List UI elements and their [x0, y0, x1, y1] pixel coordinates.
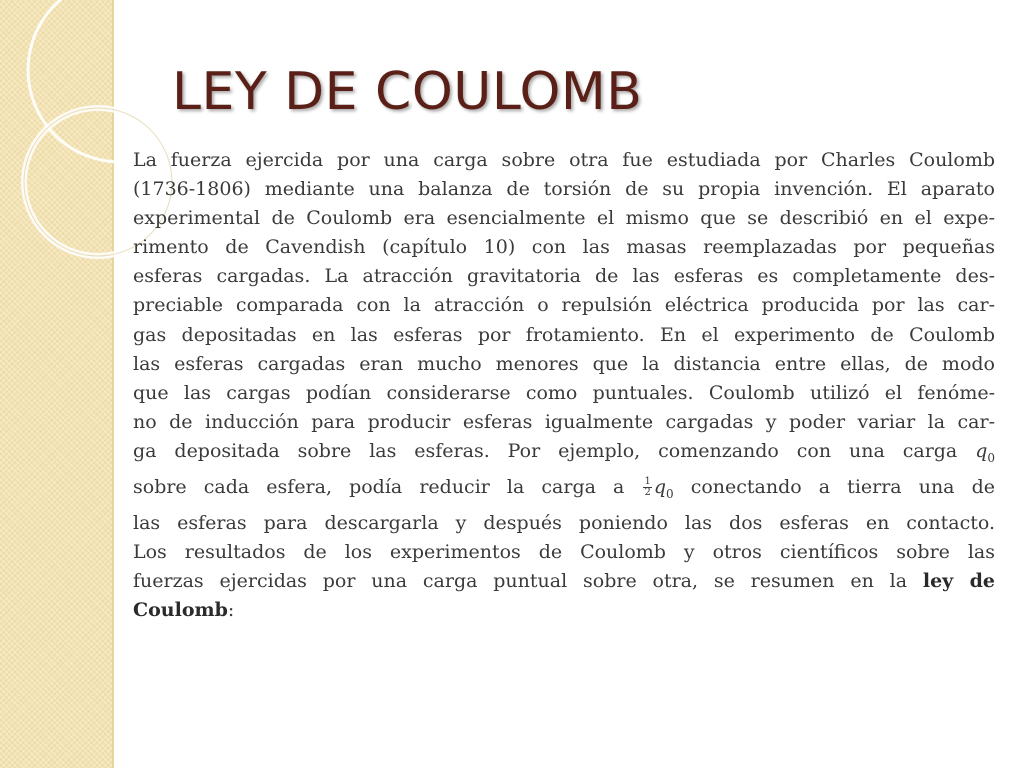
side-band-edge [112, 0, 114, 768]
text-segment: ga depositada sobre las esferas. Por ejemplo, comenzando con una carga [133, 439, 958, 462]
text-line: esferas cargadas. La atracción gravitatoria de las esferas es completamente des- [133, 265, 995, 288]
charge-symbol [975, 439, 995, 465]
fraction-denominator: 2 [644, 487, 651, 499]
charge-letter: q [975, 439, 988, 462]
charge-subscript: 0 [987, 450, 995, 465]
fraction-numerator: 1 [644, 476, 651, 488]
charge-symbol [653, 475, 674, 501]
text-line-with-term [133, 567, 995, 596]
text-line: gas depositadas en las esferas por frotamiento. En el experimento de Coulomb [133, 323, 995, 346]
text-line-with-fraction [133, 473, 995, 509]
text-line: las esferas cargadas eran mucho menores que la distancia entre ellas, de modo [133, 352, 995, 375]
bold-term: Coulomb [133, 599, 228, 621]
final-colon: : [227, 599, 235, 621]
text-segment: conectando a tierra una de [690, 475, 995, 498]
fraction-one-half [643, 477, 651, 498]
text-line: preciable comparada con la atracción o repulsión eléctrica producida por las car- [133, 294, 995, 317]
text-segment: fuerzas ejercidas por una carga puntual sobre otra, se resumen en la [133, 569, 908, 592]
text-segment: sobre cada esfera, podía reducir la carga a [133, 475, 625, 498]
charge-subscript: 0 [665, 486, 674, 501]
text-line: Los resultados de los experimentos de Coulomb y otros científicos sobre las [133, 540, 995, 563]
body-paragraph [133, 146, 995, 625]
text-line: La fuerza ejercida por una carga sobre otra fue estudiada por Charles Coulomb [133, 149, 995, 171]
decorative-side-band [0, 0, 112, 768]
text-line-with-charge [133, 437, 995, 473]
bold-term: ley de [922, 569, 995, 592]
text-line-last [133, 596, 995, 625]
text-line: no de inducción para producir esferas igualmente cargadas y poder variar la car- [133, 410, 995, 433]
text-line: las esferas para descargarla y después poniendo las dos esferas en contacto. [133, 511, 995, 534]
text-line: experimental de Coulomb era esencialmente el mismo que se describió en el expe- [133, 207, 995, 230]
charge-letter: q [653, 475, 666, 498]
text-line: (1736-1806) mediante una balanza de torsión de su propia invención. El aparato [133, 178, 995, 201]
slide-title: LEY DE COULOMB [172, 62, 643, 122]
text-line: rimento de Cavendish (capítulo 10) con las masas reemplazadas por pequeñas [133, 236, 995, 259]
text-line: que las cargas podían considerarse como puntuales. Coulomb utilizó el fenóme- [133, 381, 995, 404]
